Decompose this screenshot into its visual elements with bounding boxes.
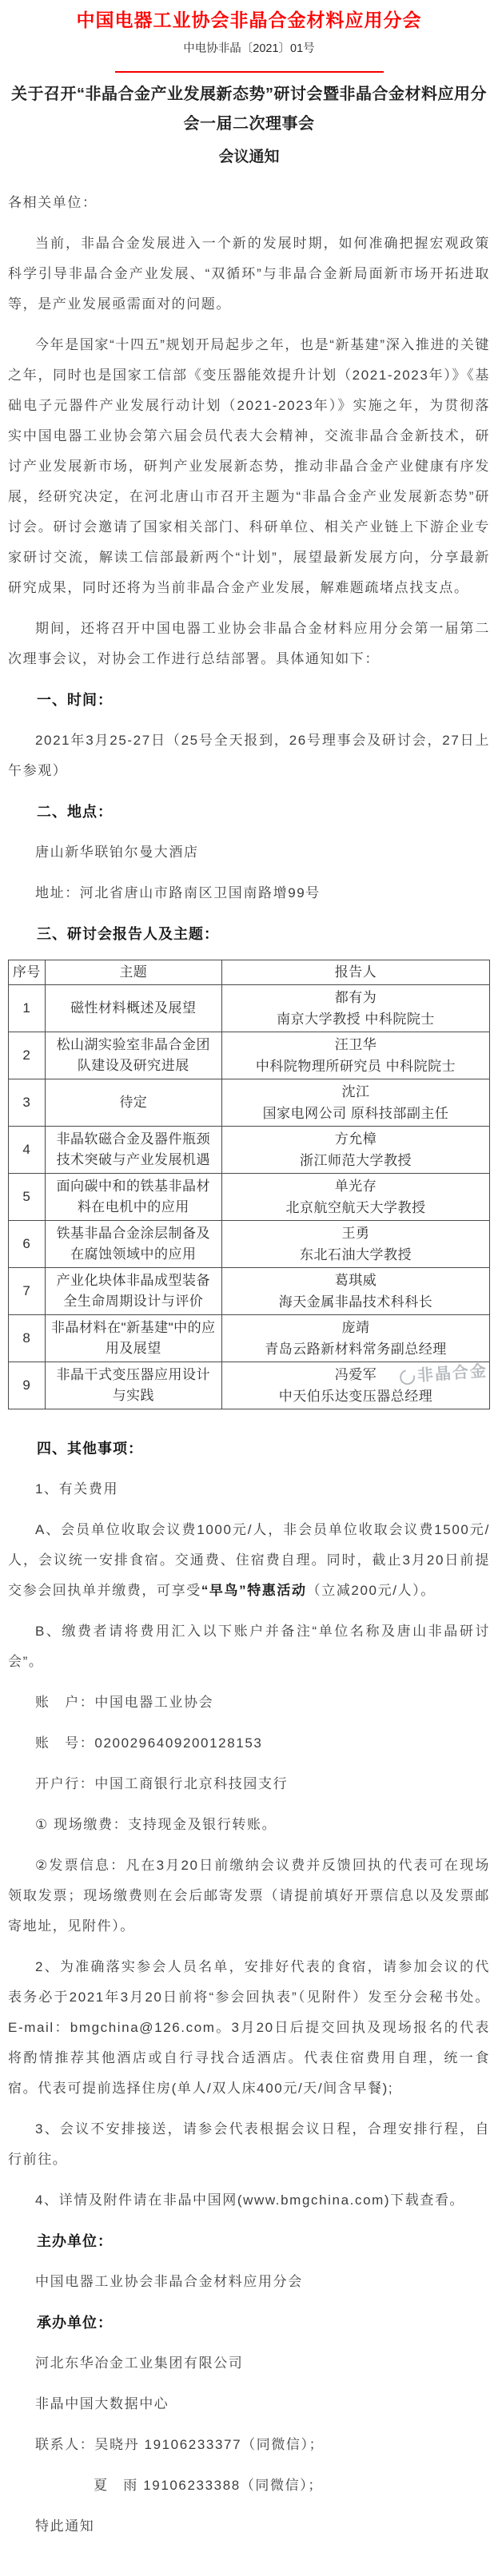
doc-number: 中电协非晶〔2021〕01号 bbox=[183, 42, 315, 55]
row-topic: 铁基非晶合金涂层制备及在腐蚀领域中的应用 bbox=[45, 1221, 221, 1268]
row-speaker bbox=[221, 1315, 489, 1362]
fee-item-a bbox=[8, 1515, 490, 1606]
doc-title: 关于召开“非晶合金产业发展新态势”研讨会暨非晶合金材料应用分会一届二次理事会 bbox=[11, 85, 487, 133]
host-name: 中国电器工业协会非晶合金材料应用分会 bbox=[35, 2274, 303, 2289]
speaker-title: 国家电网公司 原科技部副主任 bbox=[262, 1106, 449, 1121]
col-header-no: 序号 bbox=[9, 960, 46, 985]
speaker-name: 葛琪威 bbox=[334, 1273, 377, 1288]
watermark-text: 非晶合金 bbox=[416, 1362, 488, 1385]
speaker-name: 都有为 bbox=[334, 990, 377, 1005]
intro-paragraph-2: 今年是国家“十四五”规划开局起步之年，也是“新基建”深入推进的关键之年，同时也是国家工信部《变压器能效提升计划（2021-2023年）》《基础电子元器件产业发展行动计划（2021-2023年）》实施之年，为贯彻落实中国电器工业协会第六届会员代表大会精神，交流非晶合金新技术，研讨产业发展新市场，研判产业发展新态势，推动非晶合金产业健康有序发展，经研究决定，在河北唐山市召开主题为“非晶合金产业发展新态势”研讨会。研讨会邀请了国家相关部门、科研单位、相关产业链上下游企业专家研讨交流，解读工信部最新两个“计划”，展望最新发展方向，分享最新研究成果，同时还将为当前非晶合金产业发展，解难题疏堵点找支点。 bbox=[8, 337, 490, 595]
fee-a-earlybird: “早鸟”特惠活动 bbox=[201, 1583, 307, 1598]
section-heading-place: 二、地点： bbox=[37, 804, 113, 820]
row-no: 1 bbox=[9, 985, 46, 1032]
fee-a-pre: A、会员单位收取会议费1000元/人，非会员单位收取会议费1500元/人，会议统一安排食宿。交通费、住宿费自理。同时，截止3月20日前提交参会回执单并缴费，可享受 bbox=[8, 1522, 490, 1598]
row-speaker bbox=[221, 1032, 489, 1079]
speaker-title: 南京大学教授 中科院院士 bbox=[277, 1012, 435, 1027]
table-row bbox=[9, 1079, 490, 1127]
section-heading-time: 一、时间： bbox=[37, 692, 113, 708]
table-row bbox=[9, 1174, 490, 1221]
speaker-name: 方允樟 bbox=[334, 1131, 377, 1147]
row-topic: 非晶软磁合金及器件瓶颈技术突破与产业发展机遇 bbox=[45, 1127, 221, 1174]
closing-line: 特此通知 bbox=[35, 2518, 95, 2534]
table-row bbox=[9, 985, 490, 1032]
row-no: 3 bbox=[9, 1079, 46, 1127]
table-row bbox=[9, 1362, 490, 1409]
fee-a-post: （立减200元/人）。 bbox=[306, 1583, 436, 1598]
speaker-name: 庞靖 bbox=[341, 1320, 370, 1335]
fee-label: 1、有关费用 bbox=[35, 1481, 119, 1497]
contact-line-1: 联系人：吴晓丹 19106233377（同微信）； bbox=[35, 2437, 325, 2452]
row-no: 7 bbox=[9, 1268, 46, 1315]
row-speaker bbox=[221, 1362, 489, 1409]
row-no: 5 bbox=[9, 1174, 46, 1221]
row-topic: 面向碳中和的铁基非晶材料在电机中的应用 bbox=[45, 1174, 221, 1221]
col-header-speaker: 报告人 bbox=[221, 960, 489, 985]
speaker-title: 东北石油大学教授 bbox=[299, 1247, 412, 1262]
account-name: 账 户：中国电器工业协会 bbox=[35, 1695, 214, 1710]
other-item-3: 3、会议不安排接送，请参会代表根据会议日程，合理安排行程，自行前往。 bbox=[8, 2121, 490, 2167]
row-topic: 松山湖实验室非晶合金团队建设及研究进展 bbox=[45, 1032, 221, 1079]
red-divider-line bbox=[115, 71, 384, 73]
table-row bbox=[9, 1315, 490, 1362]
row-topic: 待定 bbox=[45, 1079, 221, 1127]
organizer-heading: 承办单位： bbox=[37, 2315, 113, 2331]
other-item-2: 2、为准确落实参会人员名单，安排好代表的食宿，请参加会议的代表务必于2021年3月20日前将“参会回执表”（见附件）发至分会秘书处。E-mail：bmgchina@126.com。3月20日后提交回执及现场报名的代表将酌情推荐其他酒店或自行寻找合适酒店。代表住宿费用自理，统一食宿。代表可提前选择住房(单人/双人床400元/天/间含早餐); bbox=[8, 1959, 490, 2096]
row-topic: 非晶干式变压器应用设计与实践 bbox=[45, 1362, 221, 1409]
place-hotel: 唐山新华联铂尔曼大酒店 bbox=[35, 845, 199, 860]
row-no: 4 bbox=[9, 1127, 46, 1174]
speaker-name: 沈江 bbox=[341, 1084, 370, 1099]
row-no: 2 bbox=[9, 1032, 46, 1079]
row-topic: 产业化块体非晶成型装备全生命周期设计与评价 bbox=[45, 1268, 221, 1315]
account-number: 账 号：0200296409200128153 bbox=[35, 1735, 263, 1751]
table-row bbox=[9, 1032, 490, 1079]
organizer-2: 非晶中国大数据中心 bbox=[35, 2396, 169, 2411]
row-topic: 磁性材料概述及展望 bbox=[45, 985, 221, 1032]
row-speaker bbox=[221, 985, 489, 1032]
row-speaker bbox=[221, 1174, 489, 1221]
other-item-4: 4、详情及附件请在非晶中国网(www.bmgchina.com)下载查看。 bbox=[35, 2192, 465, 2208]
fee-item-b: B、缴费者请将费用汇入以下账户并备注“单位名称及唐山非晶研讨会”。 bbox=[8, 1624, 490, 1669]
account-bank: 开户行：中国工商银行北京科技园支行 bbox=[35, 1776, 289, 1791]
speaker-name: 汪卫华 bbox=[334, 1037, 377, 1052]
document-body bbox=[0, 188, 498, 2576]
intro-paragraph-3: 期间，还将召开中国电器工业协会非晶合金材料应用分会第一届第二次理事会议，对协会工作进行总结部署。具体通知如下： bbox=[8, 621, 490, 666]
speaker-title: 海天金属非晶技术科科长 bbox=[278, 1294, 433, 1310]
table-row bbox=[9, 1127, 490, 1174]
greeting: 各相关单位： bbox=[8, 195, 98, 210]
row-no: 6 bbox=[9, 1221, 46, 1268]
host-heading: 主办单位： bbox=[37, 2233, 113, 2249]
row-speaker bbox=[221, 1127, 489, 1174]
org-title: 中国电器工业协会非晶合金材料应用分会 bbox=[76, 10, 422, 30]
col-header-topic: 主题 bbox=[45, 960, 221, 985]
row-no: 8 bbox=[9, 1315, 46, 1362]
speaker-title: 中科院物理所研究员 中科院院士 bbox=[255, 1059, 456, 1074]
row-speaker bbox=[221, 1221, 489, 1268]
speaker-name: 王勇 bbox=[341, 1226, 370, 1241]
table-row bbox=[9, 1268, 490, 1315]
section-heading-other: 四、其他事项： bbox=[37, 1441, 143, 1457]
pay-onsite-note: ① 现场缴费：支持现金及银行转账。 bbox=[35, 1817, 277, 1832]
time-text: 2021年3月25-27日（25号全天报到，26号理事会及研讨会，27日上午参观） bbox=[8, 733, 490, 778]
organizer-1: 河北东华冶金工业集团有限公司 bbox=[35, 2355, 244, 2371]
invoice-note: ②发票信息：凡在3月20日前缴纳会议费并反馈回执的代表可在现场领取发票；现场缴费则在会后邮寄发票（请提前填好开票信息以及发票邮寄地址，见附件）。 bbox=[8, 1858, 490, 1934]
speaker-title: 北京航空航天大学教授 bbox=[285, 1200, 426, 1215]
speaker-name: 单光存 bbox=[334, 1179, 377, 1194]
row-speaker bbox=[221, 1079, 489, 1127]
place-address: 地址：河北省唐山市路南区卫国南路增99号 bbox=[35, 885, 321, 900]
speaker-title: 青岛云路新材料常务副总经理 bbox=[265, 1342, 447, 1357]
speaker-title: 浙江师范大学教授 bbox=[299, 1153, 412, 1168]
contact-line-2: 夏 雨 19106233388（同微信）； bbox=[94, 2478, 323, 2493]
row-topic: 非晶材料在"新基建"中的应用及展望 bbox=[45, 1315, 221, 1362]
notice-label: 会议通知 bbox=[218, 149, 280, 165]
row-no: 9 bbox=[9, 1362, 46, 1409]
speaker-name: 冯爱军 bbox=[334, 1367, 377, 1382]
table-header-row bbox=[9, 960, 490, 985]
speaker-title: 中天伯乐达变压器总经理 bbox=[278, 1389, 433, 1404]
report-table bbox=[8, 960, 490, 1409]
intro-paragraph-1: 当前，非晶合金发展进入一个新的发展时期，如何准确把握宏观政策科学引导非晶合金产业发展、“双循环”与非晶合金新局面新市场开拓进取等，是产业发展亟需面对的问题。 bbox=[8, 236, 490, 312]
table-row bbox=[9, 1221, 490, 1268]
row-speaker bbox=[221, 1268, 489, 1315]
section-heading-report: 三、研讨会报告人及主题： bbox=[37, 926, 219, 942]
